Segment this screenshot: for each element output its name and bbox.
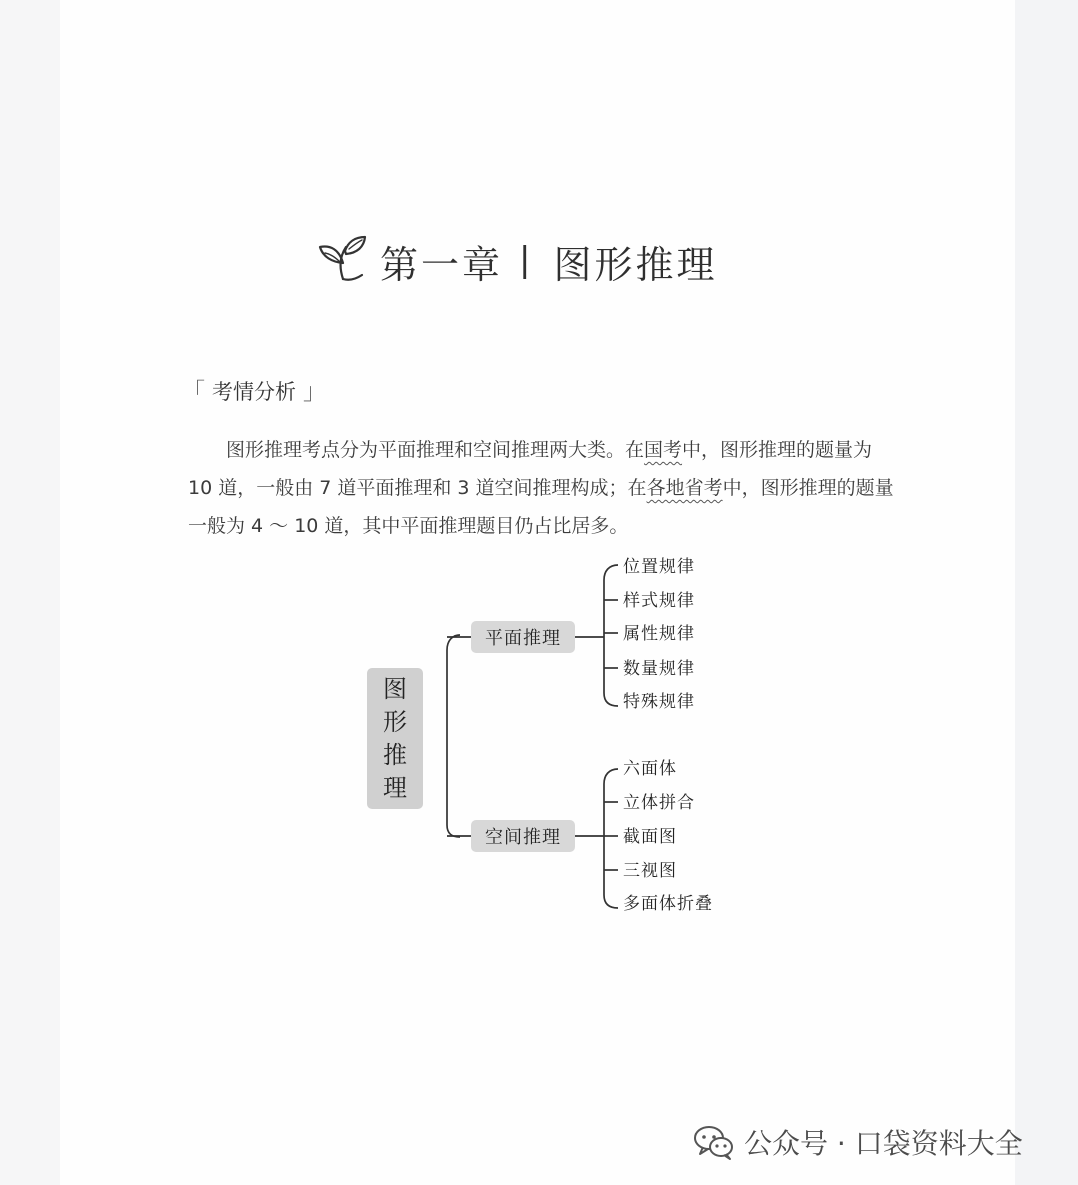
section-title: 考情分析 [212, 380, 296, 404]
leaf-quantity-rule: 数量规律 [623, 659, 695, 679]
leaf-attribute-rule: 属性规律 [623, 624, 695, 644]
root-node [367, 668, 423, 809]
leaf-style-rule: 样式规律 [623, 591, 695, 611]
chapter-name: 图形推理 [553, 242, 718, 287]
leaf-solid-assembly: 立体拼合 [623, 793, 695, 813]
mind-map [360, 555, 750, 925]
root-node-char: 形 [383, 707, 407, 736]
paragraph-line [188, 469, 900, 507]
paragraph-text: 中，图形推理的题量为 [682, 439, 873, 461]
paragraph-text: 10 道，一般由 7 道平面推理和 3 道空间推理构成；在 [188, 477, 647, 499]
root-node-char: 理 [383, 773, 407, 802]
chapter-title [316, 226, 718, 296]
watermark-text: 公众号 · 口袋资料大全 [744, 1127, 1023, 1160]
paragraph-text: 中，图形推理的题量 [722, 477, 894, 499]
paragraph-line: 一般为 4 ～ 10 道，其中平面推理题目仍占比居多。 [188, 515, 629, 537]
root-bracket-line [447, 635, 460, 837]
leaf-cube: 六面体 [623, 759, 677, 779]
wechat-watermark [693, 1119, 1023, 1165]
leaf-three-views: 三视图 [623, 861, 677, 881]
page-margin-strip [1015, 0, 1078, 1185]
analysis-paragraph [188, 431, 900, 545]
sprout-icon [316, 234, 370, 288]
left-bracket: 「 [182, 379, 205, 405]
leaf-special-rule: 特殊规律 [623, 692, 695, 712]
highlighted-term: 各地省考 [646, 477, 723, 499]
section-heading [182, 373, 326, 406]
leaf-section-view: 截面图 [623, 827, 677, 847]
plane-bracket-line [604, 565, 618, 706]
chapter-number: 第一章 [380, 242, 504, 287]
paragraph-text: 图形推理考点分为平面推理和空间推理两大类。在 [226, 439, 645, 461]
leaf-position-rule: 位置规律 [623, 557, 695, 577]
wechat-icon [693, 1123, 735, 1161]
chapter-separator: | [519, 240, 534, 280]
branch-space-node: 空间推理 [471, 820, 575, 852]
leaf-polyhedron-folding: 多面体折叠 [623, 894, 713, 914]
space-bracket-line [604, 769, 618, 908]
highlighted-term: 国考 [644, 439, 683, 461]
branch-plane-node: 平面推理 [471, 621, 575, 653]
root-node-char: 图 [383, 674, 407, 703]
right-bracket: 」 [303, 379, 326, 405]
root-node-char: 推 [383, 740, 407, 769]
paragraph-line [188, 431, 900, 469]
